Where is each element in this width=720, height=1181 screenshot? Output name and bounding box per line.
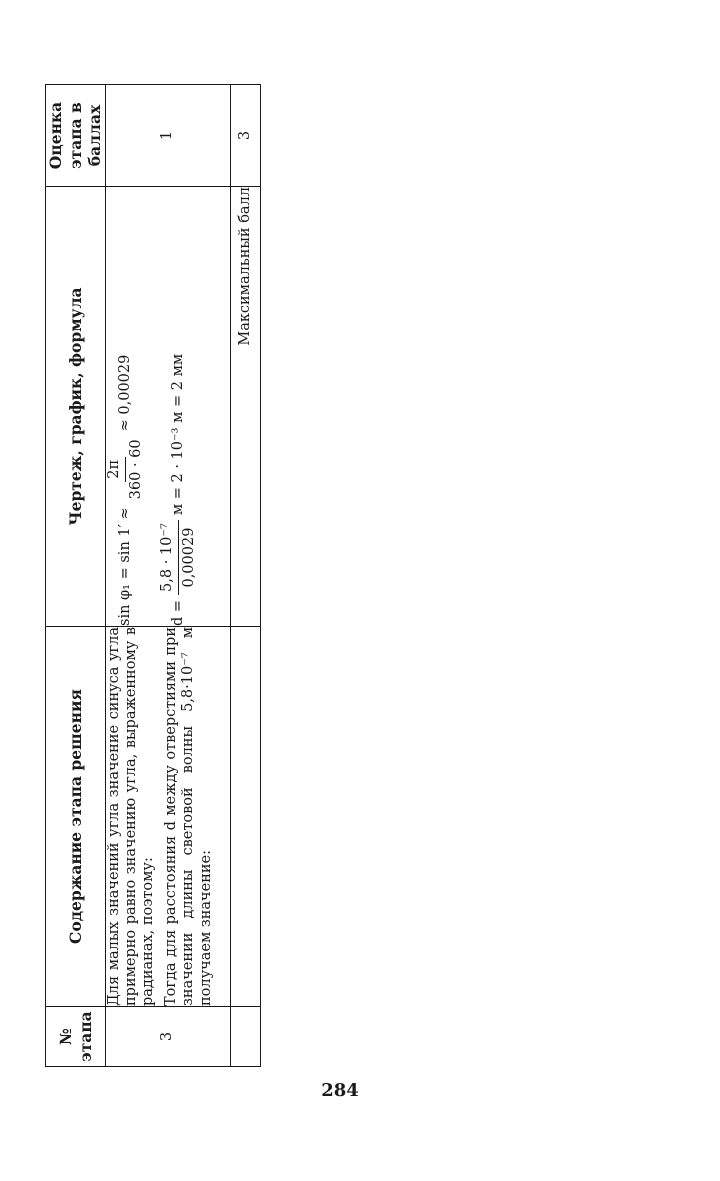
header-score: Оценка этапа в баллах (46, 85, 106, 187)
total-empty-cell (231, 1007, 261, 1067)
content-paragraph-1: Для малых значений угла значение синуса угла примерно равно значению угла, выраженному в радианах, поэтому: (106, 627, 157, 1006)
formula-distance-fraction (159, 520, 198, 595)
header-stage-number: № этапа (46, 1007, 106, 1067)
formula-sine-fraction (106, 436, 145, 502)
stage-content-cell (106, 627, 231, 1007)
header-formula: Чертеж, график, формула (46, 187, 106, 627)
table-row (106, 85, 231, 1067)
formula-sine-rhs: ≈ 0,00029 (117, 354, 134, 432)
formula-distance-denominator: 0,00029 (181, 527, 198, 588)
score-cell: 1 (106, 85, 231, 187)
formula-sine-numerator: 2π (106, 457, 126, 482)
formula-sine (106, 187, 145, 626)
header-row (46, 85, 106, 1067)
formula-distance-rhs: м = 2 · 10⁻³ м = 2 мм (170, 353, 187, 516)
formula-cell (106, 187, 231, 627)
total-label: Максимальный балл (231, 187, 261, 627)
formula-distance-lhs: d = (170, 599, 187, 626)
header-content: Содержание этапа решения (46, 627, 106, 1007)
formula-distance-numerator: 5,8 · 10⁻⁷ (159, 520, 179, 595)
total-score: 3 (231, 85, 261, 187)
page-number: 284 (321, 1080, 359, 1101)
rotated-solution-table-wrapper (45, 85, 260, 1067)
formula-distance (159, 187, 198, 626)
formula-sine-denominator: 360 · 60 (128, 439, 145, 500)
solution-table (45, 84, 261, 1067)
total-row (231, 85, 261, 1067)
content-paragraph-2: Тогда для расстояния d между отверстиями при значении длины световой волны 5,8·10⁻⁷ м получаем значение: (163, 627, 214, 1006)
stage-number-cell: 3 (106, 1007, 231, 1067)
total-empty-cell (231, 627, 261, 1007)
formula-sine-lhs: sin φ₁ = sin 1′ ≈ (117, 507, 134, 626)
